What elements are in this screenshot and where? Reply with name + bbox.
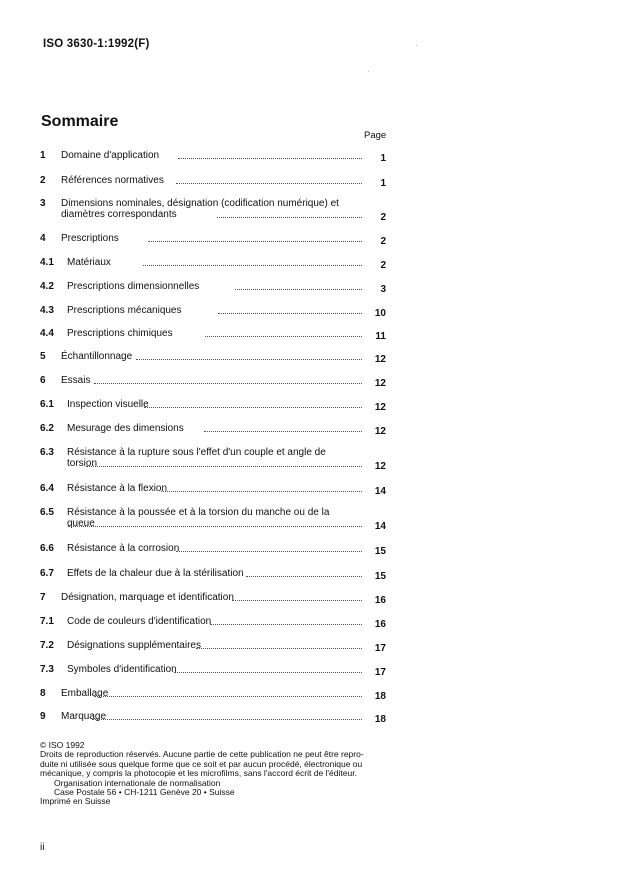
toc-title: Marquage <box>61 711 107 722</box>
toc-title: Échantillonnage <box>61 351 133 362</box>
toc-page-number: 2 <box>380 212 386 223</box>
toc-page-number: 17 <box>374 667 386 678</box>
toc-title: Matériaux <box>67 257 111 268</box>
toc-number: 6.4 <box>40 483 54 494</box>
toc-number: 1 <box>40 150 46 161</box>
page-number: ii <box>40 842 45 853</box>
toc-leader-dots <box>246 568 362 577</box>
toc-page-number: 14 <box>374 486 386 497</box>
toc-leader-dots <box>136 351 362 360</box>
toc-number: 4.1 <box>40 257 54 268</box>
toc-leader-dots <box>161 483 362 492</box>
toc-page-number: 11 <box>375 331 386 342</box>
toc-leader-dots <box>144 399 362 408</box>
toc-title: Emballage <box>61 688 109 699</box>
toc-title: Prescriptions chimiques <box>67 328 173 339</box>
toc-number: 5 <box>40 351 46 362</box>
toc-entry[interactable] <box>40 399 386 413</box>
toc-entry[interactable] <box>40 150 386 164</box>
toc-title: Références normatives <box>61 175 164 186</box>
toc-leader-dots <box>205 328 362 337</box>
toc-entry[interactable] <box>40 568 386 582</box>
toc-title: Essais <box>61 375 91 386</box>
toc-page-number: 12 <box>374 378 386 389</box>
toc-title: Résistance à la poussée et à la torsion du manche ou de la <box>67 507 330 518</box>
toc-page-number: 12 <box>374 354 386 365</box>
toc-page-number: 12 <box>374 461 386 472</box>
rights-text: duite ni utilisée sous quelque forme que ce soit et par aucun procédé, électronique ou <box>40 758 363 769</box>
toc-leader-dots <box>68 518 362 527</box>
toc-title: Prescriptions dimensionnelles <box>67 281 200 292</box>
toc-leader-dots <box>204 423 362 432</box>
toc-number: 3 <box>40 198 46 209</box>
toc-number: 7.1 <box>40 616 54 627</box>
toc-leader-dots <box>218 305 362 314</box>
toc-entry[interactable] <box>40 616 386 630</box>
toc-leader-dots <box>174 664 362 673</box>
toc-leader-dots <box>94 375 362 384</box>
toc-entry[interactable] <box>40 305 386 319</box>
toc-title: diamètres correspondants <box>61 209 177 220</box>
toc-number: 6.1 <box>40 399 54 410</box>
toc-title: Résistance à la rupture sous l'effet d'un couple et angle de <box>67 447 326 458</box>
toc-number: 4.2 <box>40 281 54 292</box>
toc-page-number: 14 <box>374 521 386 532</box>
toc-number: 6.3 <box>40 447 54 458</box>
toc-title: Prescriptions mécaniques <box>67 305 182 316</box>
toc-leader-dots <box>196 640 362 649</box>
toc-entry[interactable] <box>40 423 386 437</box>
toc-number: 7.3 <box>40 664 54 675</box>
toc-page-number: 18 <box>374 714 386 725</box>
toc-title: Symboles d'identification <box>67 664 177 675</box>
toc-page-number: 16 <box>374 595 386 606</box>
toc-entry[interactable] <box>40 592 386 606</box>
toc-entry[interactable] <box>40 447 386 472</box>
toc-leader-dots <box>178 150 362 159</box>
toc-leader-dots <box>235 281 362 290</box>
toc-page-number: 2 <box>380 260 386 271</box>
toc-number: 7.2 <box>40 640 54 651</box>
toc-entry[interactable] <box>40 375 386 389</box>
toc-entry[interactable] <box>40 483 386 497</box>
organization-address: Case Postale 56 • CH-1211 Genève 20 • Suisse <box>54 787 235 798</box>
toc-title: Désignation, marquage et identification <box>61 592 234 603</box>
toc-leader-dots <box>143 257 362 266</box>
scan-speck <box>416 45 417 46</box>
toc-title: Prescriptions <box>61 233 119 244</box>
toc-title: Mesurage des dimensions <box>67 423 184 434</box>
rights-text: mécanique, y compris la photocopie et les microfilms, sans l'accord écrit de l'éditeur. <box>40 768 357 779</box>
toc-title: Effets de la chaleur due à la stérilisation <box>67 568 244 579</box>
toc-page-number: 10 <box>374 308 386 319</box>
toc-title: torsion <box>67 458 98 469</box>
toc-number: 4.4 <box>40 328 54 339</box>
toc-entry[interactable] <box>40 543 386 557</box>
toc-entry[interactable] <box>40 175 386 189</box>
toc-page-number: 1 <box>380 153 386 164</box>
toc-number: 6.6 <box>40 543 54 554</box>
toc-entry[interactable] <box>40 198 386 223</box>
toc-page-number: 2 <box>380 236 386 247</box>
toc-leader-dots <box>176 543 362 552</box>
toc-entry[interactable] <box>40 257 386 271</box>
toc-title: queue <box>67 518 95 529</box>
toc-entry[interactable] <box>40 351 386 365</box>
toc-title: Code de couleurs d'identification <box>67 616 212 627</box>
toc-title: Inspection visuelle <box>67 399 149 410</box>
toc-number: 8 <box>40 688 46 699</box>
toc-entry[interactable] <box>40 233 386 247</box>
toc-page-number: 16 <box>374 619 386 630</box>
toc-leader-dots <box>217 209 362 218</box>
copyright-line: © ISO 1992 <box>40 740 85 750</box>
toc-title: Domaine d'application <box>61 150 160 161</box>
scan-speck <box>368 71 369 72</box>
copyright-notice <box>40 741 390 807</box>
toc-number: 2 <box>40 175 46 186</box>
organization-name: Organisation internationale de normalisation <box>54 777 221 788</box>
toc-number: 6.5 <box>40 507 54 518</box>
toc-page-number: 12 <box>374 426 386 437</box>
toc-number: 7 <box>40 592 46 603</box>
toc-page-number: 17 <box>374 643 386 654</box>
toc-leader-dots <box>92 711 362 720</box>
toc-leader-dots <box>210 616 362 625</box>
toc-entry[interactable] <box>40 640 386 654</box>
toc-leader-dots <box>148 233 362 242</box>
toc-page-number: 15 <box>374 546 386 557</box>
toc-entry[interactable] <box>40 281 386 295</box>
toc-page-number: 18 <box>374 691 386 702</box>
toc-page-number: 1 <box>380 178 386 189</box>
toc-page-number: 3 <box>380 284 386 295</box>
toc-leader-dots <box>86 458 362 467</box>
toc-number: 4 <box>40 233 46 244</box>
toc-entry[interactable] <box>40 711 386 725</box>
toc-leader-dots <box>176 175 362 184</box>
toc-entry[interactable] <box>40 664 386 678</box>
toc-number: 6 <box>40 375 46 386</box>
toc-title: Dimensions nominales, désignation (codification numérique) et <box>61 198 339 209</box>
rights-text: Droits de reproduction réservés. Aucune partie de cette publication ne peut être repro- <box>40 749 364 760</box>
toc-title: Désignations supplémentaires <box>67 640 201 651</box>
toc-leader-dots <box>94 688 362 697</box>
toc-number: 6.7 <box>40 568 54 579</box>
toc-page-number: 15 <box>374 571 386 582</box>
toc-entry[interactable] <box>40 688 386 702</box>
toc-title: Résistance à la corrosion <box>67 543 180 554</box>
toc-title: Résistance à la flexion <box>67 483 168 494</box>
document-header: ISO 3630-1:1992(F) <box>43 38 150 50</box>
toc-number: 6.2 <box>40 423 54 434</box>
page-title: Sommaire <box>41 113 119 130</box>
toc-entry[interactable] <box>40 328 386 342</box>
page-column-label: Page <box>364 130 387 141</box>
toc-number: 9 <box>40 711 46 722</box>
toc-entry[interactable] <box>40 507 386 532</box>
toc-leader-dots <box>232 592 362 601</box>
printed-in: Imprimé en Suisse <box>40 796 111 807</box>
toc-page-number: 12 <box>374 402 386 413</box>
toc-number: 4.3 <box>40 305 54 316</box>
